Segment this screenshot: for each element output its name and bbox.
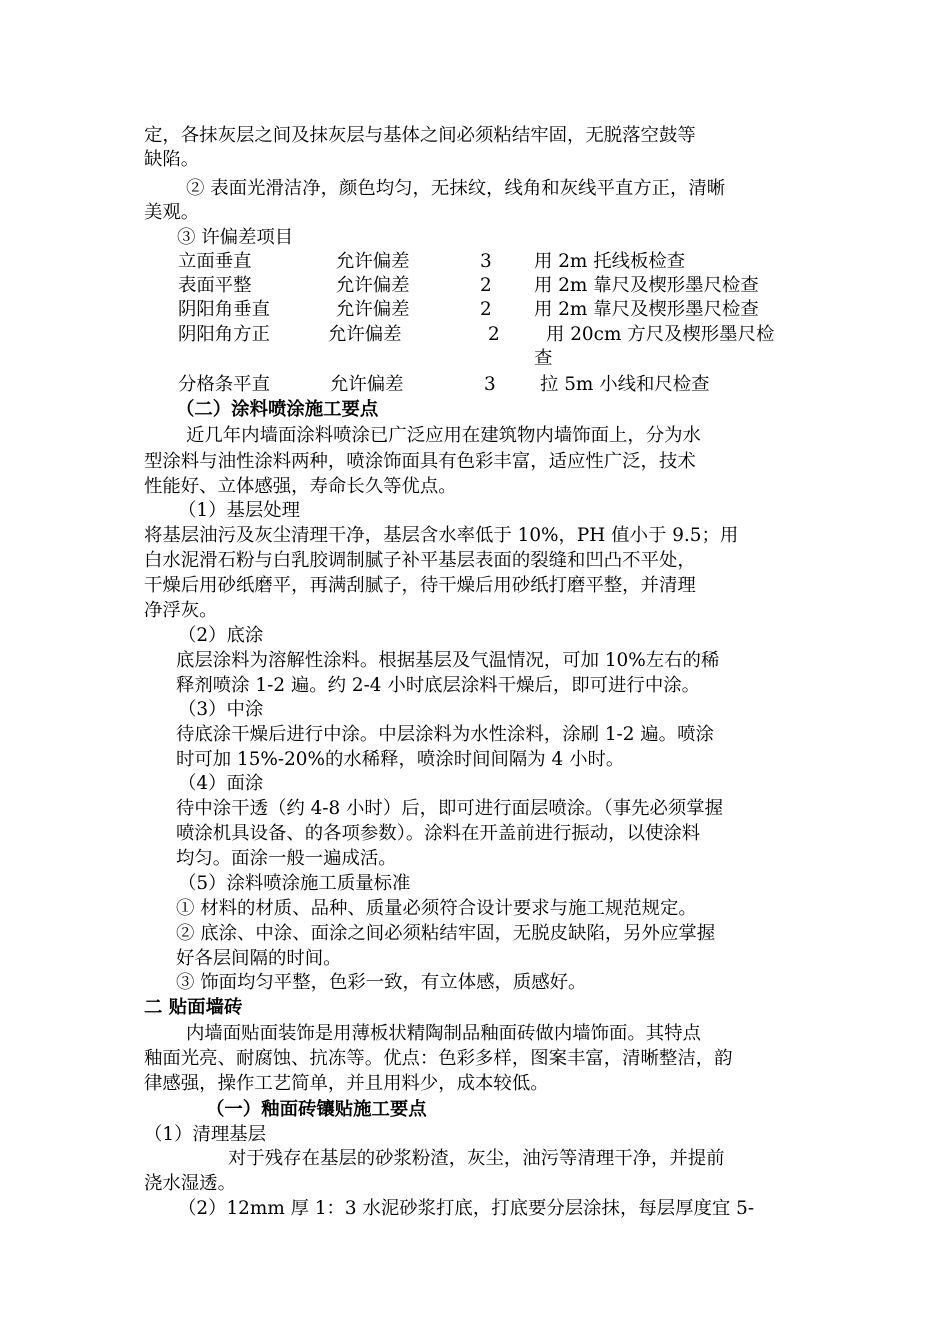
text-line: 对于残存在基层的砂浆粉渣，灰尘，油污等清理干净，并提前 xyxy=(228,1148,725,1169)
tolerance-value: 2 xyxy=(488,324,500,345)
subsection-title: （5）涂料喷涂施工质量标准 xyxy=(178,873,411,894)
text-line: 釉面光亮、耐腐蚀、抗冻等。优点：色彩多样，图案丰富，清晰整洁，韵 xyxy=(144,1048,733,1069)
text-line: ② 表面光滑洁净，颜色均匀，无抹纹，线角和灰线平直方正，清晰 xyxy=(186,178,726,199)
subsection-title: （1）基层处理 xyxy=(178,500,301,521)
tolerance-label: 允许偏差 xyxy=(328,324,402,345)
subsection-title: （3）中涂 xyxy=(178,699,264,720)
section-heading: 二 贴面墙砖 xyxy=(144,997,243,1018)
subsection-title: （2）底涂 xyxy=(178,625,264,646)
text-line: 定，各抹灰层之间及抹灰层与基体之间必须粘结牢固，无脱落空鼓等 xyxy=(144,125,696,146)
tolerance-item: 阴阳角垂直 xyxy=(178,299,270,320)
text-line: 律感强，操作工艺简单，并且用料少，成本较低。 xyxy=(144,1073,549,1094)
tolerance-item: 阴阳角方正 xyxy=(178,324,270,345)
text-line: 干燥后用砂纸磨平，再满刮腻子，待干燥后用砂纸打磨平整，并清理 xyxy=(144,575,696,596)
text-line: 近几年内墙面涂料喷涂已广泛应用在建筑物内墙饰面上，分为水 xyxy=(186,425,701,446)
tolerance-value: 3 xyxy=(484,374,496,395)
text-line: 均匀。面涂一般一遍成活。 xyxy=(176,848,397,869)
tolerance-method-continued: 查 xyxy=(534,348,553,369)
text-line: 待底涂干燥后进行中涂。中层涂料为水性涂料，涂刷 1-2 遍。喷涂 xyxy=(176,724,714,745)
text-line: 释剂喷涂 1-2 遍。约 2-4 小时底层涂料干燥后，即可进行中涂。 xyxy=(176,675,700,696)
text-line: ① 材料的材质、品种、质量必须符合设计要求与施工规范规定。 xyxy=(176,898,697,919)
text-line: 底层涂料为溶解性涂料。根据基层及气温情况，可加 10%左右的稀 xyxy=(176,650,720,671)
subsection-title: （4）面涂 xyxy=(178,773,264,794)
tolerance-label: 允许偏差 xyxy=(336,251,410,272)
tolerance-item: 表面平整 xyxy=(178,275,252,296)
text-line: 缺陷。 xyxy=(144,149,200,170)
tolerance-item: 分格条平直 xyxy=(178,374,270,395)
text-line: 内墙面贴面装饰是用薄板状精陶制品釉面砖做内墙饰面。其特点 xyxy=(186,1023,701,1044)
text-line: 性能好、立体感强，寿命长久等优点。 xyxy=(144,476,457,497)
tolerance-label: 允许偏差 xyxy=(336,275,410,296)
text-line: 将基层油污及灰尘清理干净，基层含水率低于 10%，PH 值小于 9.5；用 xyxy=(144,525,739,546)
subsection-title: （1）清理基层 xyxy=(144,1124,267,1145)
tolerance-method: 用 20cm 方尺及楔形墨尺检 xyxy=(546,324,775,345)
text-line: （2）12mm 厚 1：3 水泥砂浆打底，打底要分层涂抹，每层厚度宜 5- xyxy=(178,1198,755,1219)
text-line: 白水泥滑石粉与白乳胶调制腻子补平基层表面的裂缝和凹凸不平处， xyxy=(144,550,696,571)
section-heading: （二）涂料喷涂施工要点 xyxy=(176,399,379,420)
text-line: 型涂料与油性涂料两种，喷涂饰面具有色彩丰富，适应性广泛，技术 xyxy=(144,451,696,472)
text-line: 净浮灰。 xyxy=(144,600,218,621)
text-line: ② 底涂、中涂、面涂之间必须粘结牢固，无脱皮缺陷，另外应掌握 xyxy=(176,923,716,944)
text-line: 喷涂机具设备、的各项参数）。涂料在开盖前进行振动，以使涂料 xyxy=(176,823,701,844)
text-line: 美观。 xyxy=(144,202,200,223)
tolerance-label: 允许偏差 xyxy=(336,299,410,320)
tolerance-method: 拉 5m 小线和尺检查 xyxy=(540,374,710,395)
tolerance-method: 用 2m 靠尺及楔形墨尺检查 xyxy=(534,299,759,320)
text-line: 时可加 15%-20%的水稀释，喷涂时间间隔为 4 小时。 xyxy=(176,749,625,770)
text-line: 好各层间隔的时间。 xyxy=(176,948,342,969)
tolerance-value: 3 xyxy=(480,251,492,272)
text-line: 浇水湿透。 xyxy=(144,1173,236,1194)
tolerance-item: 立面垂直 xyxy=(178,251,252,272)
text-line: ③ 饰面均匀平整，色彩一致，有立体感，质感好。 xyxy=(176,972,587,993)
tolerance-value: 2 xyxy=(480,275,492,296)
tolerance-method: 用 2m 托线板检查 xyxy=(534,251,686,272)
subsection-heading: （一）釉面砖镶贴施工要点 xyxy=(206,1099,427,1120)
text-line: ③ 许偏差项目 xyxy=(177,227,294,248)
tolerance-value: 2 xyxy=(480,299,492,320)
text-line: 待中涂干透（约 4-8 小时）后，即可进行面层喷涂。（事先必须掌握 xyxy=(176,798,724,819)
tolerance-label: 允许偏差 xyxy=(330,374,404,395)
tolerance-method: 用 2m 靠尺及楔形墨尺检查 xyxy=(534,275,759,296)
